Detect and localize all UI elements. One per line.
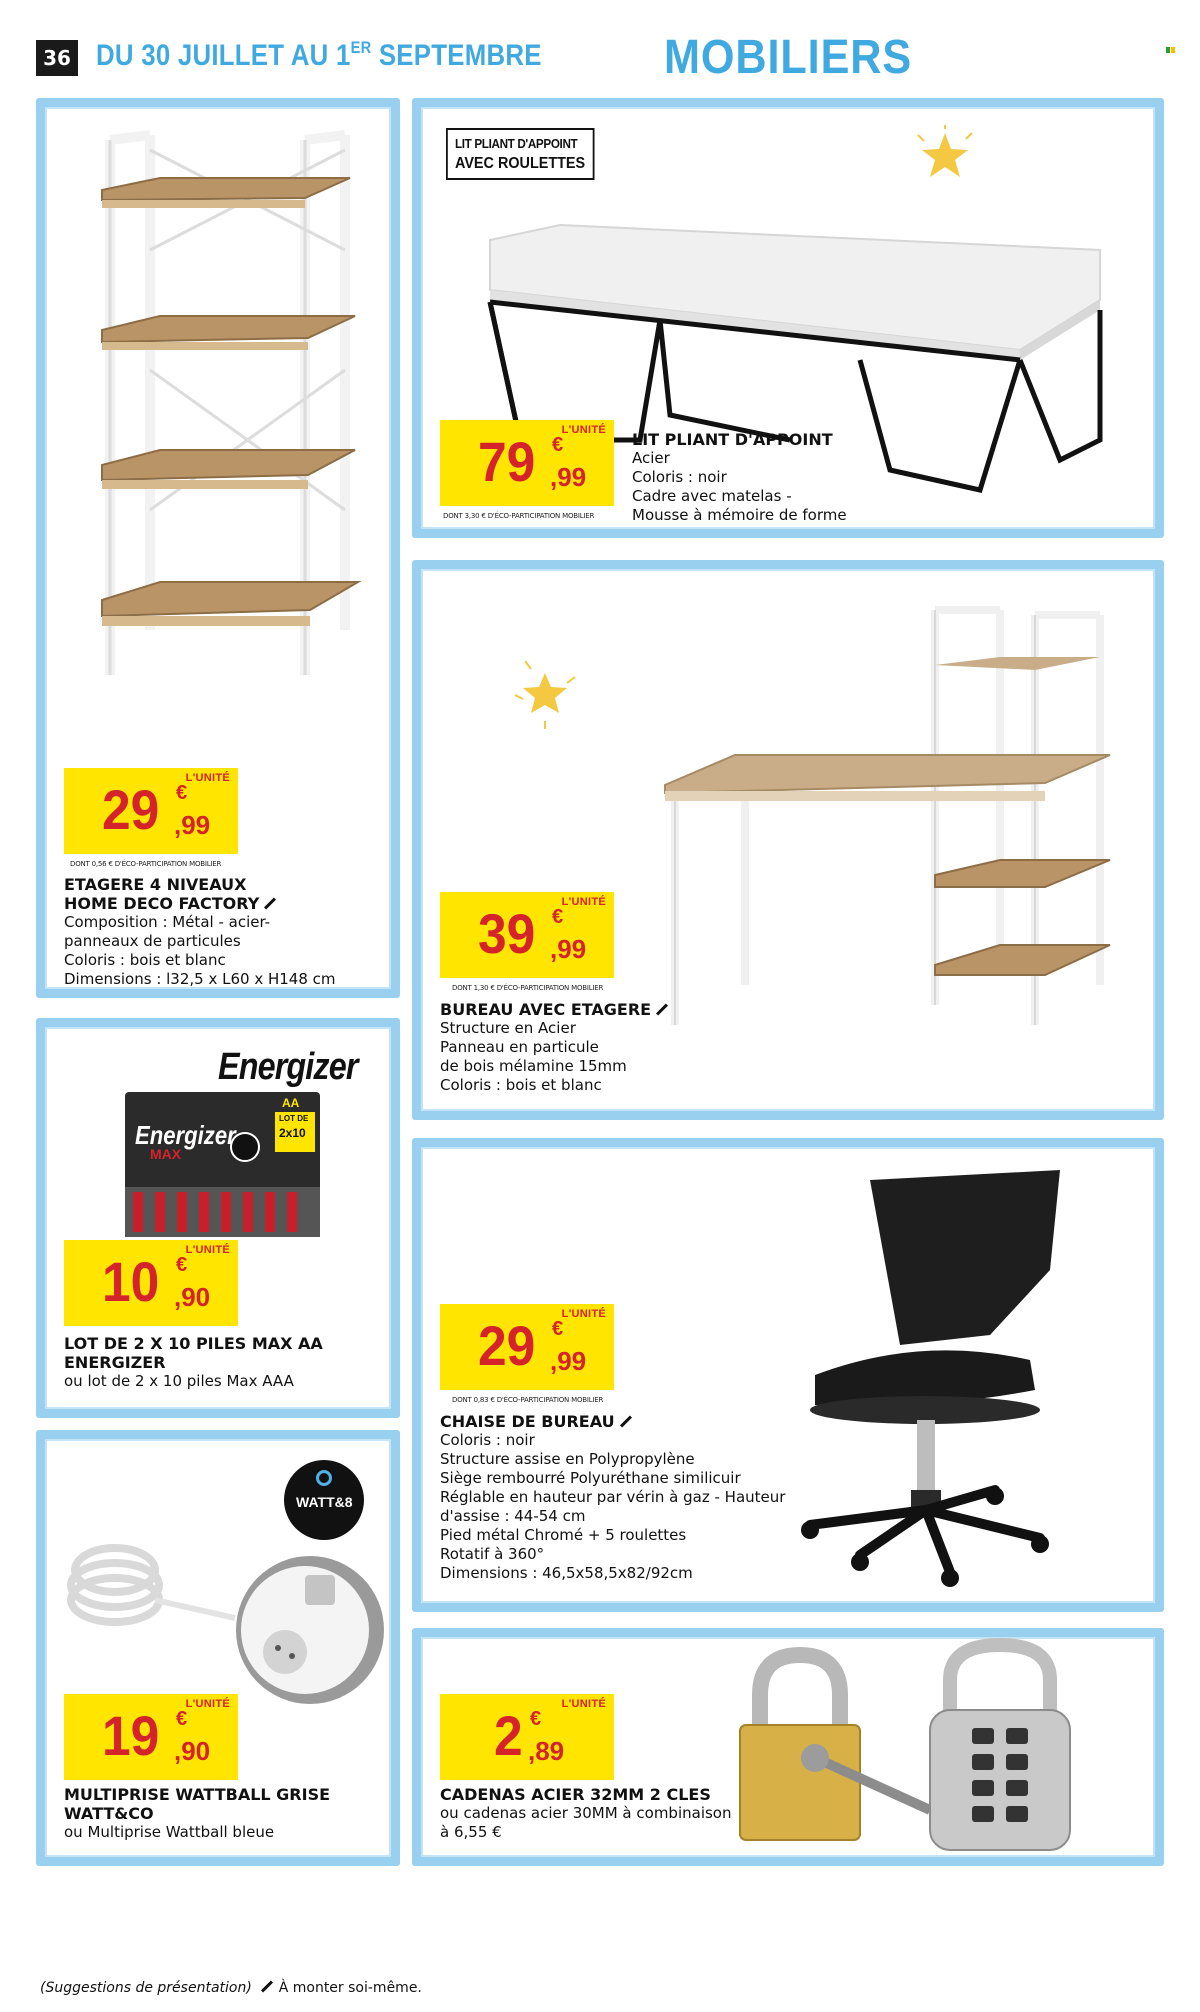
brand-logo-watt-text: WATT&8 bbox=[296, 1494, 353, 1510]
product-desc-desk: Structure en Acier Panneau en particule de bois mélamine 15mm Coloris : bois et blanc bbox=[440, 1019, 627, 1094]
star-icon bbox=[910, 125, 980, 185]
product-desc-batteries: ou lot de 2 x 10 piles Max AAA bbox=[64, 1372, 294, 1390]
assembly-tool-icon bbox=[261, 1980, 273, 1992]
product-title-shelf: ETAGERE 4 NIVEAUX HOME DECO FACTORY bbox=[64, 875, 277, 913]
eco-participation-bed: DONT 3,30 € D'ÉCO-PARTICIPATION MOBILIER bbox=[443, 512, 595, 520]
product-title-powerstrip: MULTIPRISE WATTBALL GRISE WATT&CO bbox=[64, 1785, 331, 1823]
product-title-batteries: LOT DE 2 X 10 PILES MAX AA ENERGIZER bbox=[64, 1334, 323, 1372]
desk-image bbox=[665, 605, 1135, 1035]
star-icon bbox=[505, 655, 585, 735]
price-tag-shelf: L'UNITÉ 29 € ,99 bbox=[64, 768, 238, 854]
price-tag-padlock: L'UNITÉ 2 € ,89 bbox=[440, 1694, 614, 1780]
product-desc-chair: Coloris : noir Structure assise en Polypropylène Siège rembourré Polyuréthane similicuir Réglable en hauteur par vérin à gaz - Hauteur d'assise : 44-54 cm Pied métal Chromé + 5 roulettes Rotatif à 360° Dimensions : 46,5x58,5x82/92cm bbox=[440, 1431, 786, 1582]
product-title-desk: BUREAU AVEC ETAGERE bbox=[440, 1000, 669, 1019]
eco-participation-desk: DONT 1,30 € D'ÉCO-PARTICIPATION MOBILIER bbox=[452, 984, 604, 992]
price-tag-chair: L'UNITÉ 29 € ,99 bbox=[440, 1304, 614, 1390]
product-title-bed: LIT PLIANT D'APPOINT bbox=[632, 430, 833, 449]
brand-logo-energizer: Energizer bbox=[218, 1046, 358, 1088]
price-tag-powerstrip: L'UNITÉ 19 € ,90 bbox=[64, 1694, 238, 1780]
battery-pack-size: AA bbox=[282, 1096, 300, 1110]
eco-participation-chair: DONT 0,83 € D'ÉCO-PARTICIPATION MOBILIER bbox=[452, 1396, 604, 1404]
battery-pack-brand: Energizer bbox=[135, 1120, 236, 1150]
section-title: MOBILIERS bbox=[664, 31, 913, 84]
battery-pack-lot: LOT DE bbox=[279, 1114, 309, 1123]
brand-logo-watt-ring-icon bbox=[316, 1470, 332, 1486]
badge-bed: LIT PLIANT D'APPOINT AVEC ROULETTES bbox=[446, 128, 594, 180]
wattball-powerstrip-image bbox=[60, 1530, 380, 1710]
footer-note: (Suggestions de présentation) À monter soi-même. bbox=[40, 1980, 422, 1996]
assembly-tool-icon bbox=[656, 1003, 668, 1015]
battery-pack-count: 2x10 bbox=[279, 1126, 306, 1140]
price-tag-bed: L'UNITÉ 79 € ,99 bbox=[440, 420, 614, 506]
assembly-tool-icon bbox=[620, 1415, 632, 1427]
product-desc-bed: Acier Coloris : noir Cadre avec matelas - Mousse à mémoire de forme bbox=[632, 449, 847, 524]
price-tag-desk: L'UNITÉ 39 € ,99 bbox=[440, 892, 614, 978]
office-chair-image bbox=[790, 1160, 1070, 1585]
padlock-image bbox=[700, 1640, 1120, 1855]
price-tag-batteries: L'UNITÉ 10 € ,90 bbox=[64, 1240, 238, 1326]
product-title-chair: CHAISE DE BUREAU bbox=[440, 1412, 633, 1431]
eco-participation-shelf: DONT 0,56 € D'ÉCO-PARTICIPATION MOBILIER bbox=[70, 860, 222, 868]
product-desc-shelf: Composition : Métal - acier- panneaux de particules Coloris : bois et blanc Dimensions : l32,5 x L60 x H148 cm bbox=[64, 913, 336, 988]
shelf-image bbox=[100, 130, 360, 690]
product-desc-powerstrip: ou Multiprise Wattball bleue bbox=[64, 1823, 275, 1841]
page-number: 36 bbox=[36, 40, 78, 76]
battery-pack-max: MAX bbox=[150, 1146, 182, 1162]
product-title-padlock: CADENAS ACIER 32MM 2 CLES bbox=[440, 1785, 711, 1804]
date-range: DU 30 JUILLET AU 1ER SEPTEMBRE bbox=[96, 38, 542, 72]
brand-mark-icon bbox=[1166, 40, 1176, 46]
assembly-tool-icon bbox=[264, 897, 276, 909]
product-desc-padlock: ou cadenas acier 30MM à combinaison à 6,55 € bbox=[440, 1804, 732, 1841]
